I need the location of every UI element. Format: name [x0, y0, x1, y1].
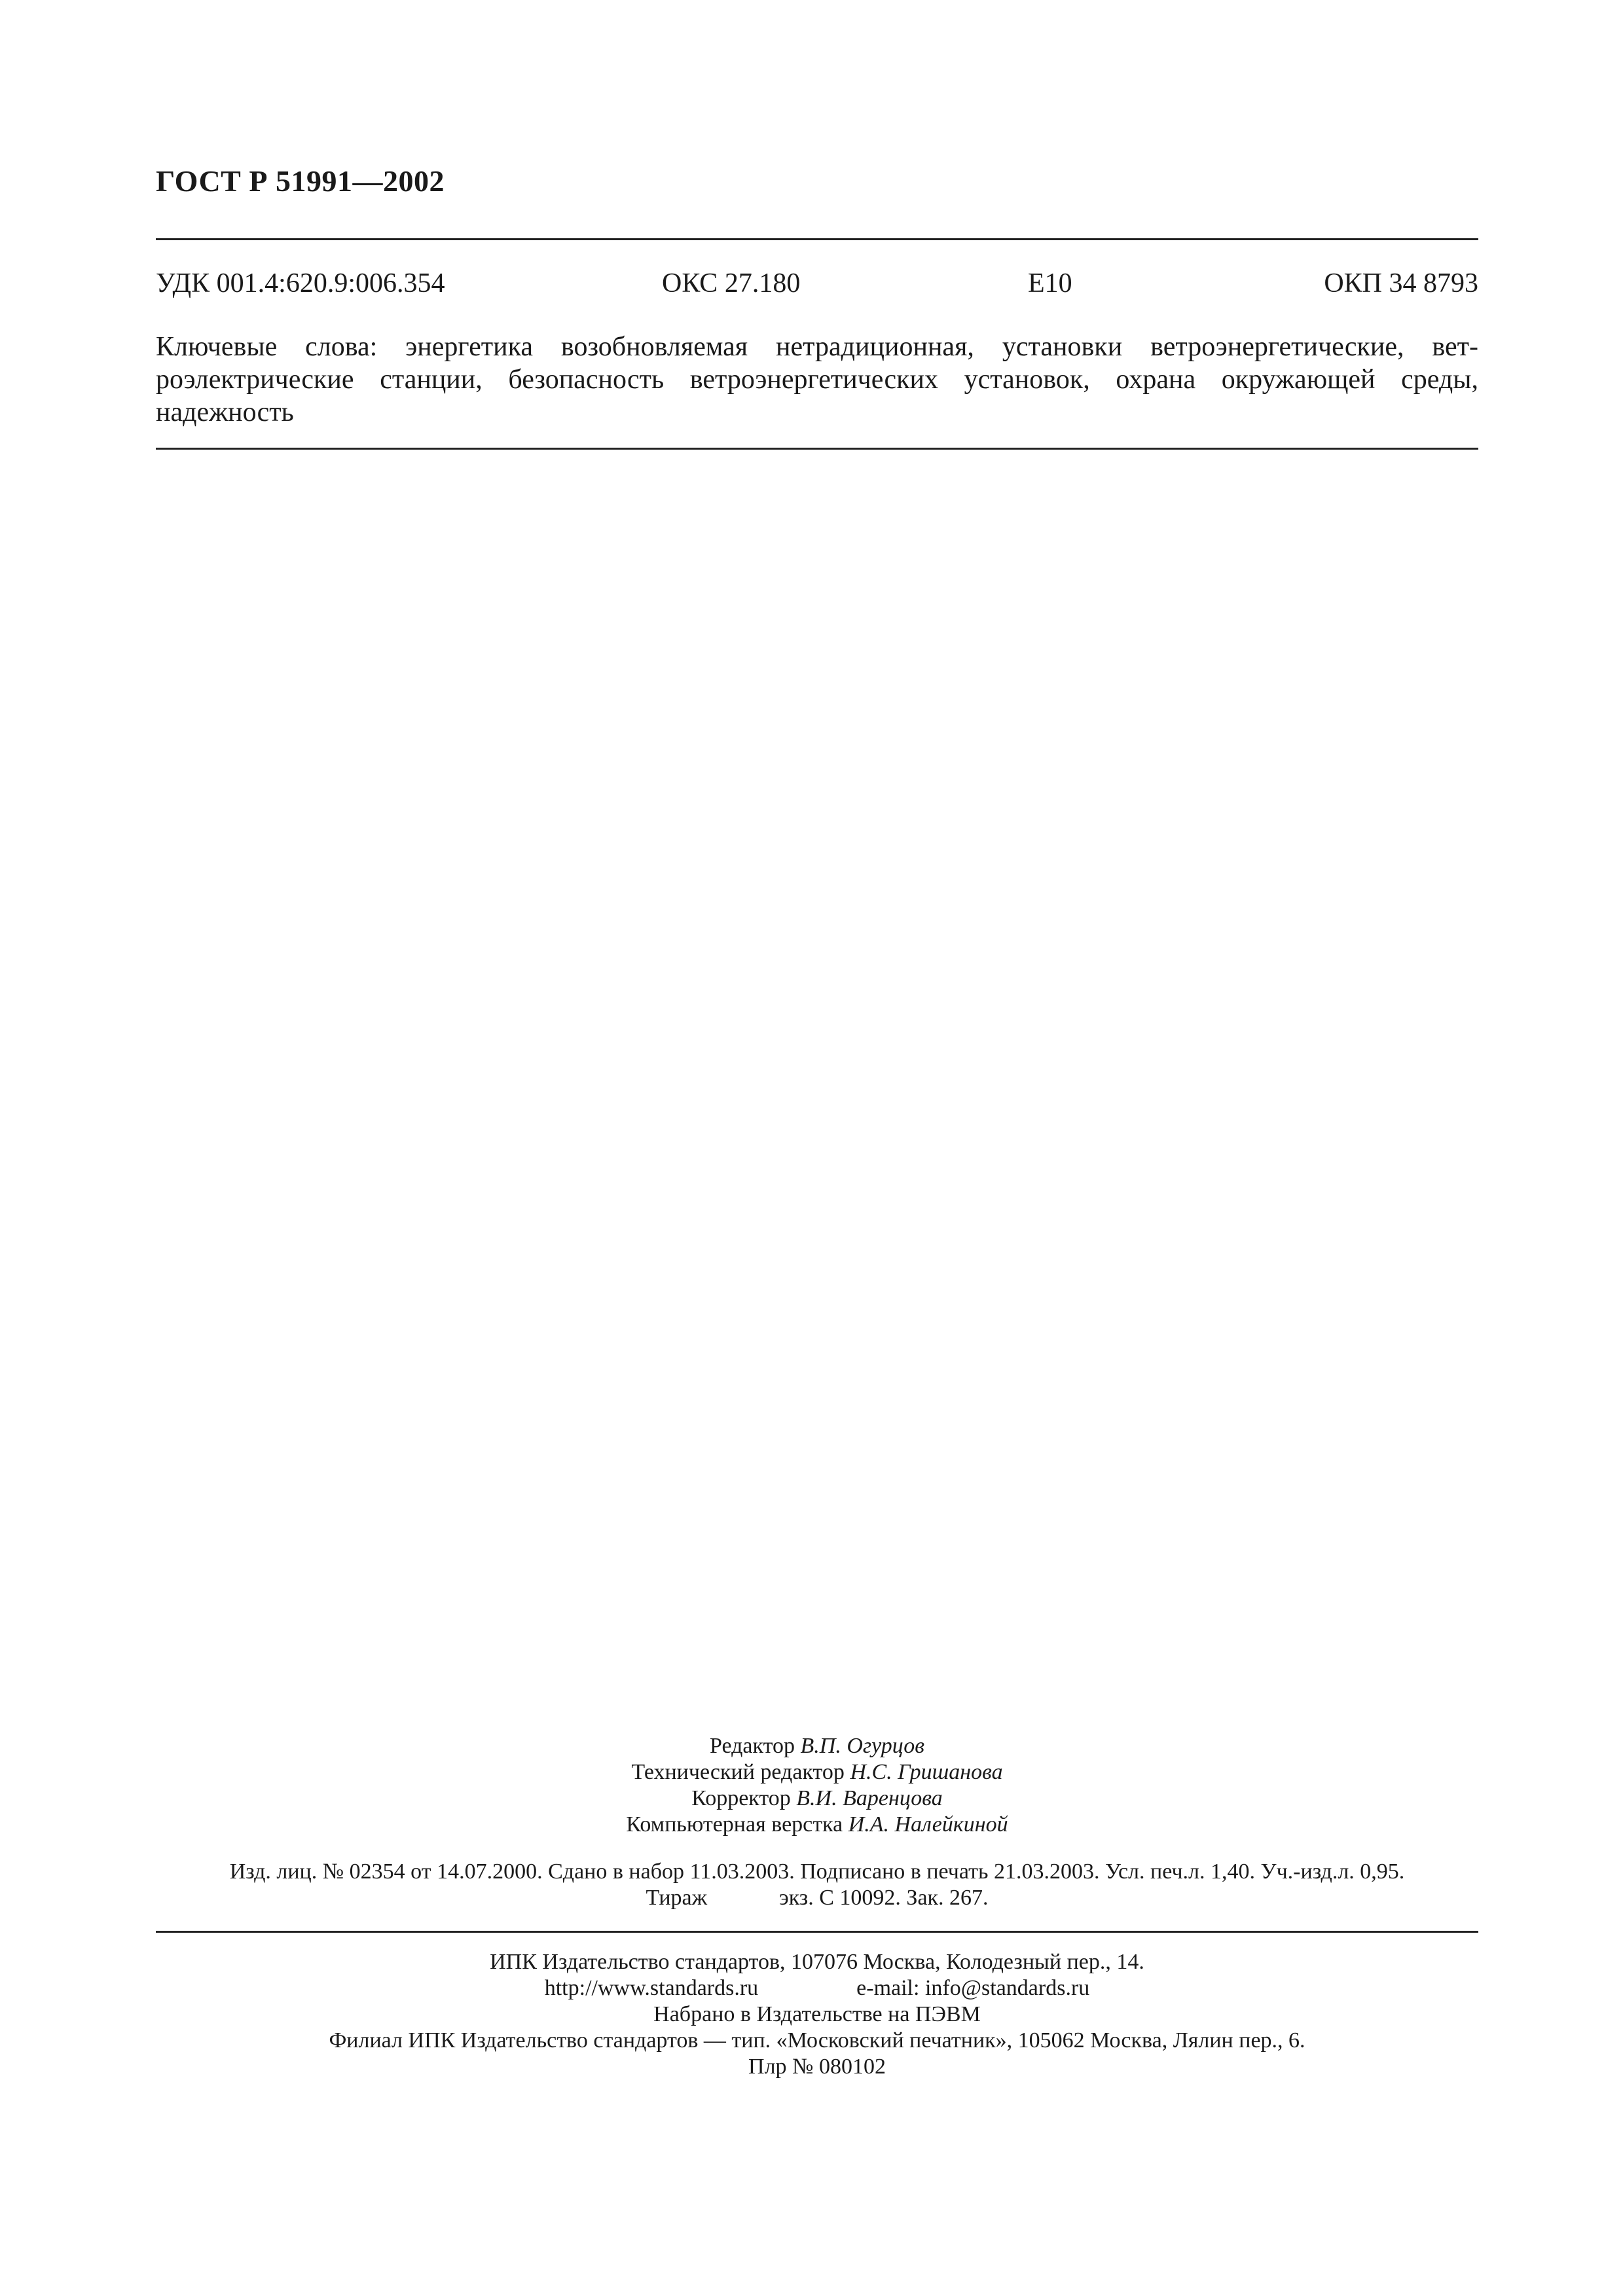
imprint-line-2	[156, 1885, 1478, 1911]
editor-name: В.П. Огурцов	[800, 1734, 924, 1758]
credits-block	[156, 1733, 1478, 1838]
keywords-line-3: надежность	[156, 397, 294, 427]
publisher-line-1: ИПК Издательство стандартов, 107076 Москва, Колодезный пер., 14.	[490, 1950, 1144, 1974]
layout-credit: Компьютерная верстка И.А. Налейкиной	[626, 1812, 1008, 1837]
keywords-line-1: Ключевые слова: энергетика возобновляемая нетрадиционная, установки ветроэнергетические, вет-	[156, 332, 1478, 362]
group-code: Е10	[1028, 268, 1072, 298]
standard-code: ГОСТ Р 51991—2002	[156, 164, 445, 198]
layout-name: И.А. Налейкиной	[848, 1812, 1008, 1837]
proofreader-credit: Корректор В.И. Варенцова	[691, 1786, 943, 1810]
publisher-line-4: Филиал ИПК Издательство стандартов — тип. «Московский печатник», 105062 Москва, Лялин пер., 6.	[329, 2028, 1305, 2053]
imprint-line-1: Изд. лиц. № 02354 от 14.07.2000. Сдано в набор 11.03.2003. Подписано в печать 21.03.2003. Усл. печ.л. 1,40. Уч.-изд.л. 0,95.	[229, 1859, 1405, 1884]
keywords-line-2: роэлектрические станции, безопасность ветроэнергетических установок, охрана окружающей среды,	[156, 365, 1478, 395]
keywords-block	[156, 331, 1478, 429]
publisher-website: http://www.standards.ru	[544, 1976, 759, 2000]
tech-editor-credit: Технический редактор Н.С. Гришанова	[631, 1760, 1003, 1784]
keywords-divider	[156, 448, 1478, 450]
publisher-block	[156, 1949, 1478, 2080]
circulation-rest: экз. С 10092. Зак. 267.	[779, 1886, 989, 1910]
oks-code: ОКС 27.180	[662, 268, 801, 298]
editor-credit: Редактор В.П. Огурцов	[710, 1734, 924, 1758]
tech-editor-name: Н.С. Гришанова	[850, 1760, 1003, 1784]
publisher-line-3: Набрано в Издательстве на ПЭВМ	[653, 2002, 981, 2026]
publisher-email: e-mail: info@standards.ru	[856, 1976, 1090, 2000]
okp-code: ОКП 34 8793	[1324, 268, 1478, 298]
circulation-label: Тираж	[646, 1886, 708, 1910]
publisher-contacts	[156, 1975, 1478, 2001]
imprint-block	[156, 1859, 1478, 1911]
publisher-line-5: Плр № 080102	[748, 2054, 886, 2079]
imprint-divider	[156, 1931, 1478, 1933]
udk-code: УДК 001.4:620.9:006.354	[156, 268, 445, 298]
proofreader-name: В.И. Варенцова	[796, 1786, 943, 1810]
classification-row	[156, 265, 1478, 302]
top-divider	[156, 238, 1478, 240]
